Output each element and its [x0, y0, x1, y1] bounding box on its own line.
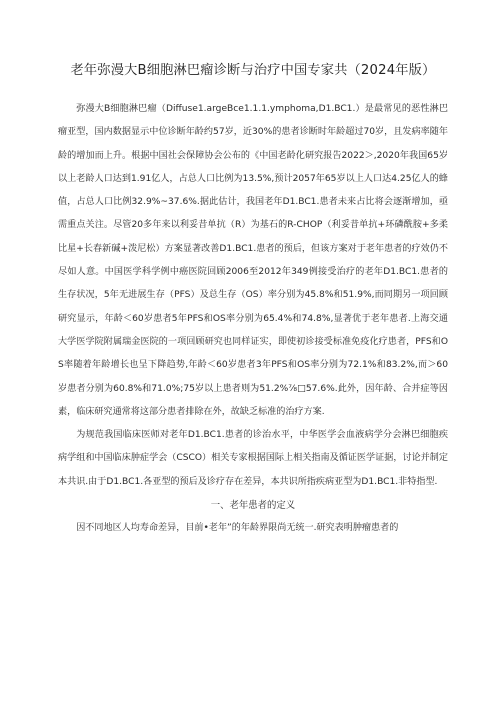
body-paragraph-intro: 弥漫大B细胞淋巴瘤（Diffuse1.argeBce1.1.1.ymphoma,D1.BC1.）是最常见的恶性淋巴瘤亚型，国内数据显示中位诊断年龄约57岁，近30%的患者诊断时年龄超过70岁，且发病率随年龄的增加而上升。根据中国社会保障协会公布的《中国老龄化研究报告2022＞,2020年我国65岁以上老龄人口达到1.91亿人，占总人口比例为13.5%,预计2057年65岁以上人口达4.25亿人的蜂值，占总人口比例32.9%~37.6%.据此估计，我国老年D1.BC1.患者未来占比将会逐渐增加，亟需重点关注。尽管20多年来以利妥昔单抗（R）为基石的R-CHOP（利妥昔单抗+环磷酰胺+多柔比星+长春新碱+泼尼松）方案显著改善D1.BC1.患者的预后，但该方案对于老年患者的疗效仍不尽如人意。中国医学科学例中癌医院回顾2006至2012年349例接受治疗的老年D1.BC1.患者的生存状况，5年无进展生存（PFS）及总生存（OS）率分别为45.8%和51.9%,而同期另一项回顾研究显示，年龄＜60岁患者5年PFS和OS率分别为65.4%和74.8%,显著优于老年患者.上海交通大学医学院附属瑞金医院的一项回顾研究也同样证实，即使初诊接受标准免疫化疗患者，PFS和OS率随着年龄增长也呈下降趋势,年龄＜60岁患者3年PFS和OS率分别为72.1%和83.2%,而＞60岁患者分别为60.8%和71.0%;75岁以上患者则为51.2%⅞□57.6%.此外，因年龄、合并症等因素，临床研究通常将这部分患者排除在外，故缺乏标准的治疗方案.	[58, 104, 448, 417]
body-paragraph-purpose: 为规范我国临床医师对老年D1.BC1.患者的诊治水平，中华医学会血液病学分会淋巴细胞疾病学组和中国临床肿症学会（CSCO）相关专家根据国际上相关指南及循证医学证据，讨论并制定本共识.由于D1.BC1.各亚型的预后及诊疗存在差异，本共识所指疾病亚型为D1.BC1.非特指型.	[58, 430, 448, 487]
document-title: 老年弥漫大B细胞淋巴瘤诊断与治疗中国专家共（2024年版）	[70, 63, 436, 78]
section-heading-elderly-definition: 一、老年患者的定义	[210, 500, 296, 512]
section-paragraph: 因不同地区人均寿命差异，目前•老年”的年龄界限尚无统一.研究表明肿瘤患者的	[76, 523, 399, 534]
